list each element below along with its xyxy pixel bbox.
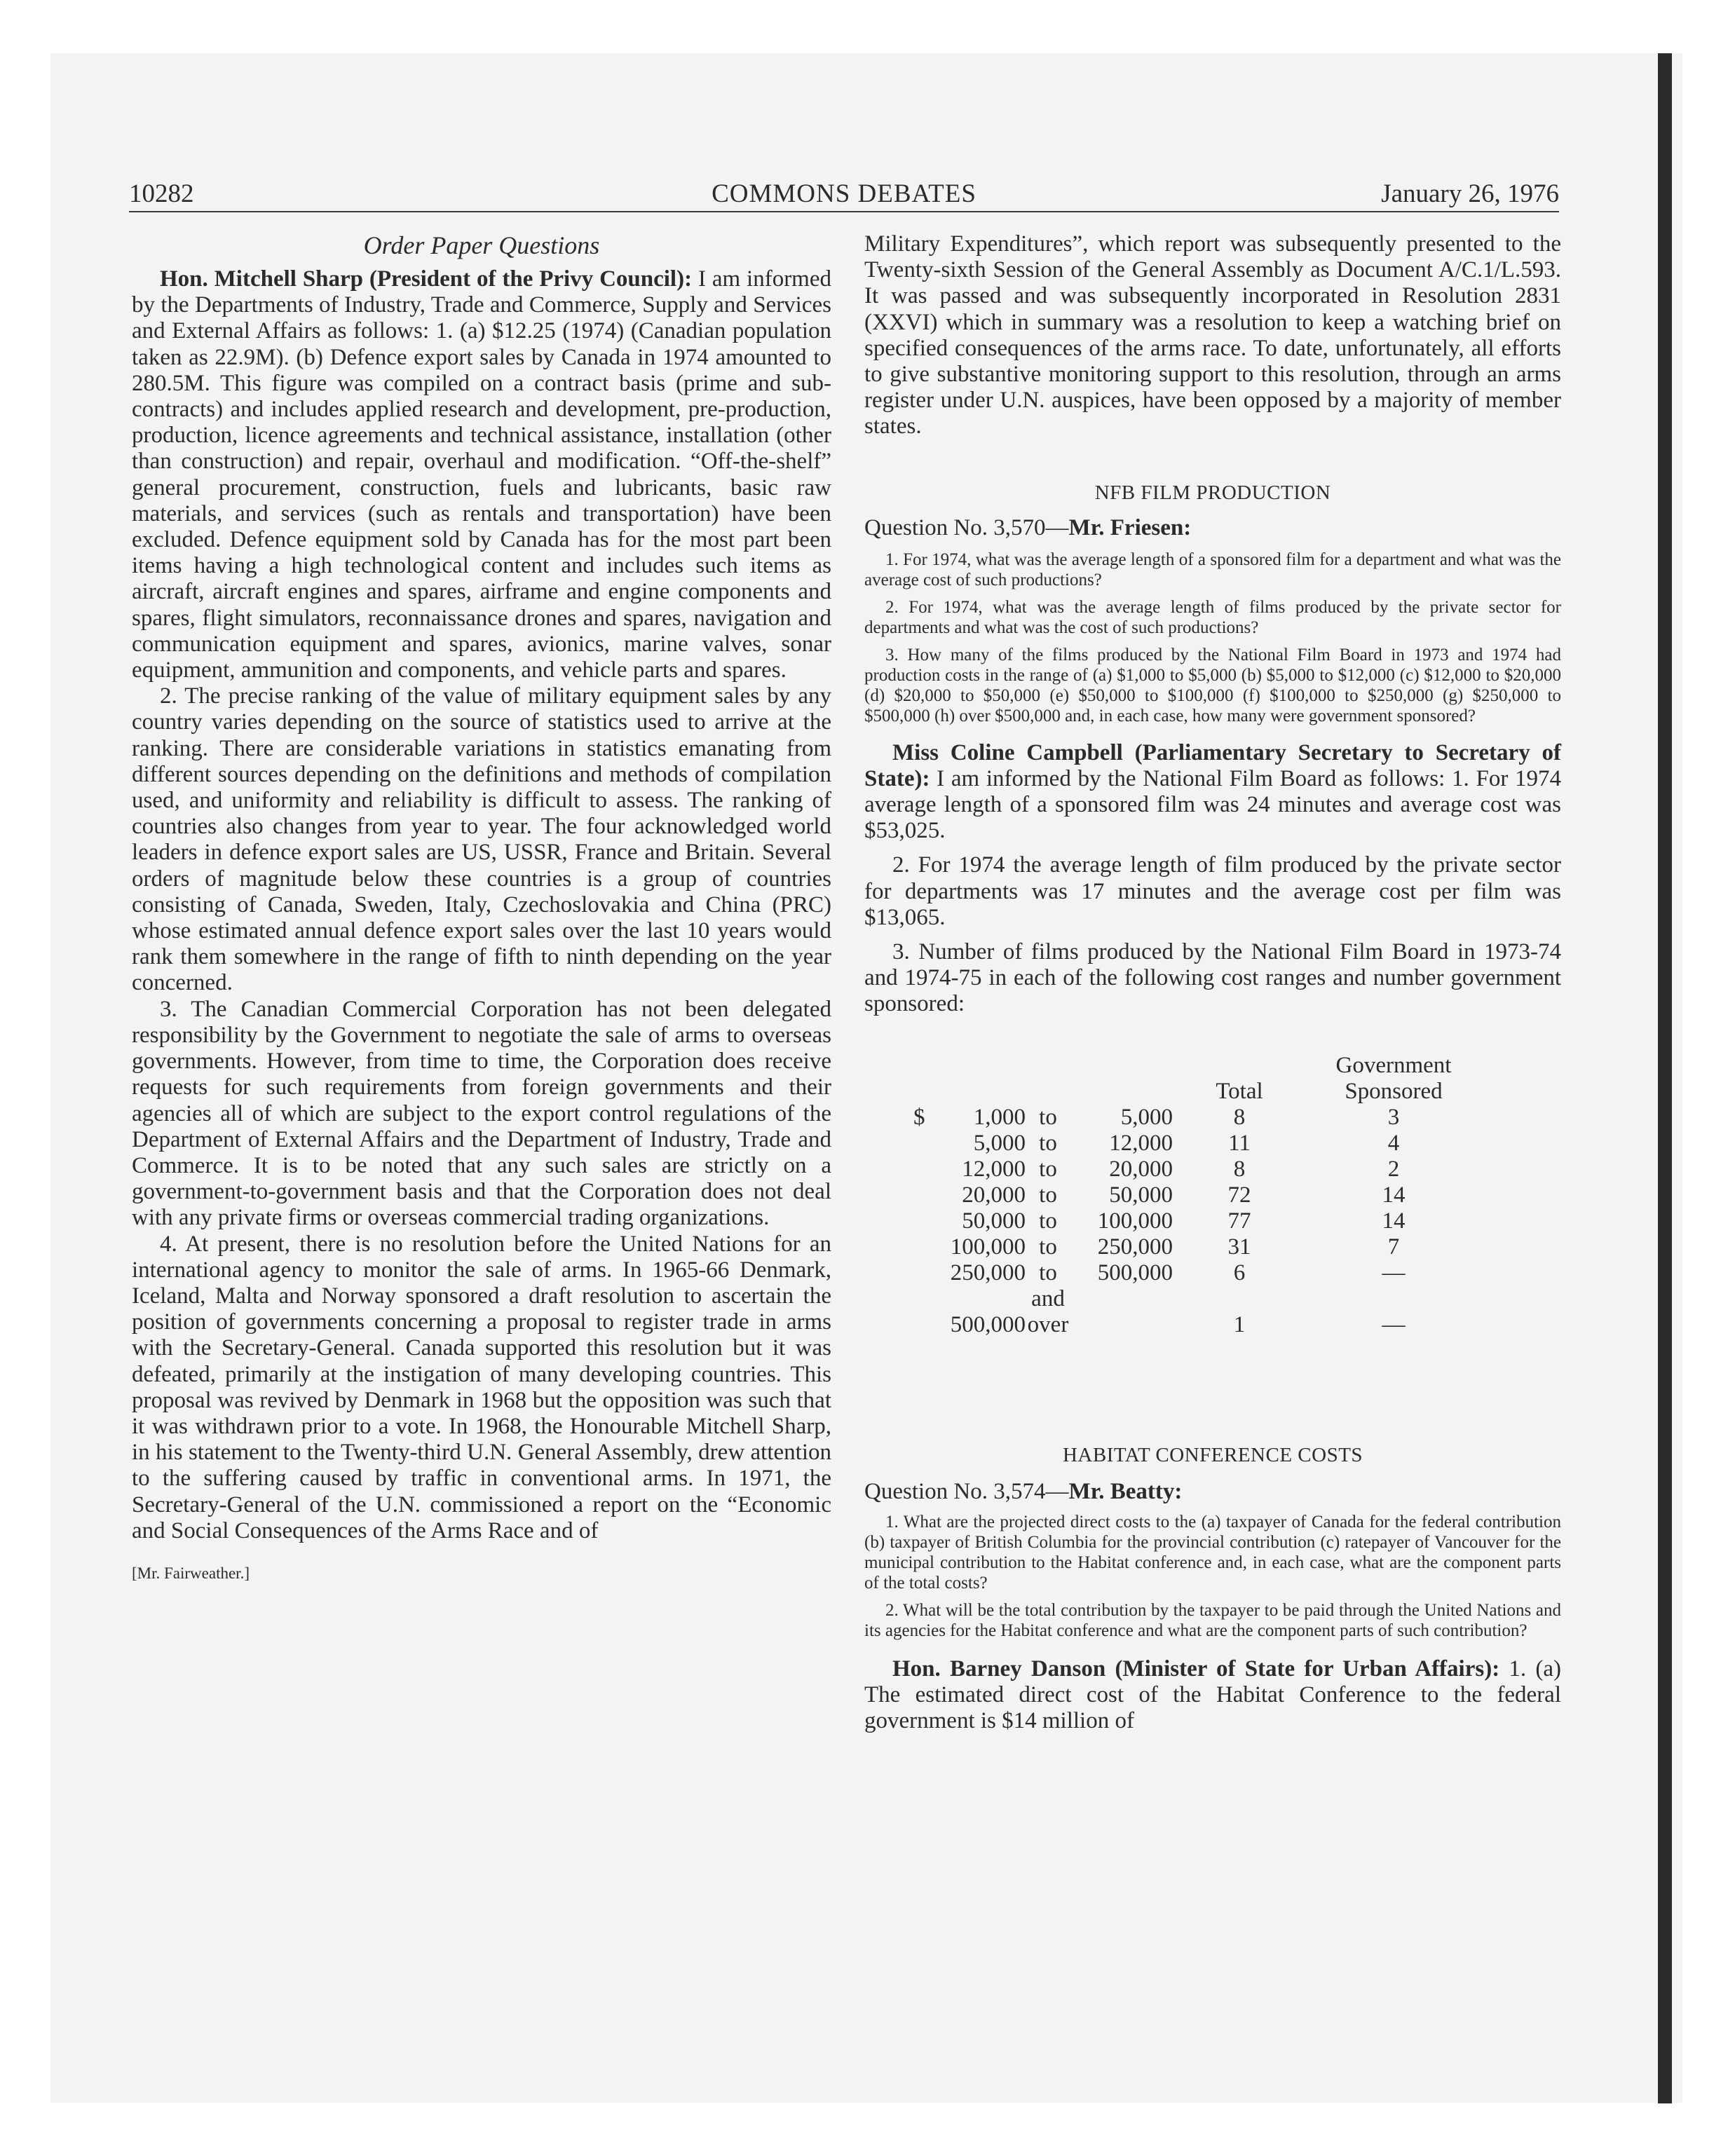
cell-total: 1: [1233, 1311, 1246, 1337]
cell-range-from: 500,000: [950, 1311, 1026, 1337]
answer-sharp-p1-text: I am informed by the Departments of Industry, Trade and Commerce, Supply and Services and External Affairs as follows: 1. (a) $12.25 (1974) (Canadian population taken as 22.9M). (b) Defence export sales by Canada in 1974 amounted to 280.5M. This figure was compiled on a contract basis (prime and sub-contracts) and includes applied research and development, pre-production, production, licence agreements and technical assistance, installation (other than construction) and repair, overhaul and modification. “Off-the-shelf” general procurement, construction, fuels and lubricants, basic raw materials, and services (such as rentals and transportation) have been excluded. Defence equipment sold by Canada has for the most part been items having a high technological content and includes such items as aircraft, aircraft engines and spares, airframe and engine components and spares, flight simulators, reconnaissance drones and spares, navigation and communication equipment and spares, avionics, marine valves, sonar equipment, ammunition and components, and vehicle parts and spares.: [132, 266, 831, 683]
cell-total: 31: [1227, 1234, 1251, 1260]
cell-range-to: to: [1039, 1130, 1057, 1156]
section-title-order-paper: Order Paper Questions: [363, 231, 600, 259]
answer-sharp-p3: 3. The Canadian Commercial Corporation has not been delegated responsibility by the Government to negotiate the sale of arms to overseas governments. However, from time to time, the Corporation does receive requests for such requirements from foreign governments and their agencies all of which are subject to the export control regulations of the Department of External Affairs and the Department of Industry, Trade and Commerce. It is to be noted that any such sales are strictly on a government-to-government basis and that the Corporation does not deal with any private firms or overseas commercial trading organizations.: [132, 996, 831, 1231]
cell-government-sponsored: 4: [1387, 1130, 1400, 1156]
cell-dollar-sign: [913, 1260, 934, 1286]
answer-campbell-p1: [864, 740, 1561, 845]
cell-total: 72: [1227, 1182, 1251, 1208]
table-row: [913, 1286, 1481, 1338]
header-rule: [129, 211, 1559, 212]
nfb-question-2: 2. For 1974, what was the average length of films produced by the private sector for departments and what was the cost of such productions?: [864, 597, 1561, 637]
table-row: [913, 1105, 1481, 1131]
question-number-nfb: Question No. 3,570—: [864, 514, 1069, 540]
cell-range-from: 1,000: [973, 1104, 1026, 1130]
answer-sharp-p4: 4. At present, there is no resolution before the United Nations for an international agency to monitor the sale of arms. In 1965-66 Denmark, Iceland, Malta and Norway sponsored a draft resolution to ascertain the position of governments concerning a proposal to register trade in arms with the Secretary-General. Canada supported this resolution but it was defeated, primarily at the instigation of many developing countries. This proposal was revived by Denmark in 1968 but the opposition was such that it was withdrawn prior to a vote. In 1968, the Honourable Mitchell Sharp, in his statement to the Twenty-third U.N. General Assembly, drew attention to the suffering caused by traffic in conventional arms. In 1971, the Secretary-General of the U.N. commissioned a report on the “Economic and Social Consequences of the Arms Race and of: [132, 1231, 831, 1543]
cell-range-from: 12,000: [962, 1156, 1026, 1182]
cell-government-sponsored: 14: [1382, 1208, 1406, 1234]
cell-range-upper: 20,000: [1109, 1156, 1173, 1182]
cell-range-from: 50,000: [962, 1208, 1026, 1234]
cell-range-to: to: [1039, 1104, 1057, 1130]
right-column: [864, 231, 1561, 1734]
speaker-danson: Hon. Barney Danson (Minister of State for Urban Affairs):: [892, 1656, 1500, 1681]
cell-dollar-sign: [913, 1234, 934, 1260]
cell-range-to: to: [1039, 1260, 1057, 1285]
cell-total: 77: [1227, 1208, 1251, 1234]
cell-dollar-sign: [913, 1182, 934, 1208]
page-date: January 26, 1976: [1381, 179, 1559, 208]
cell-dollar-sign: $: [913, 1104, 925, 1130]
cell-government-sponsored: —: [1382, 1311, 1406, 1337]
answer-sharp-p1: [132, 266, 831, 683]
nfb-cost-table: [913, 1053, 1481, 1338]
cell-range-upper: 5,000: [1120, 1104, 1173, 1130]
table-row: [913, 1182, 1481, 1208]
answer-campbell-p3: 3. Number of films produced by the National Film Board in 1973-74 and 1974-75 in each of the following cost ranges and number government sponsored:: [864, 939, 1561, 1017]
answer-danson-p1-text: 1. (a) The estimated direct cost of the Habitat Conference to the federal government is $14 million of: [864, 1656, 1561, 1734]
header-total: Total: [1216, 1078, 1263, 1104]
question-member-nfb: Mr. Friesen:: [1068, 514, 1192, 540]
nfb-question-1: 1. For 1974, what was the average length of a sponsored film for a department and what was the average cost of such productions?: [864, 550, 1561, 589]
table-row: [913, 1131, 1481, 1157]
cell-dollar-sign: [913, 1286, 934, 1338]
cell-range-to: to: [1039, 1234, 1057, 1260]
table-header-row-2: [913, 1079, 1481, 1105]
page-number: 10282: [129, 179, 194, 208]
question-member-habitat: Mr. Beatty:: [1068, 1478, 1183, 1504]
habitat-question-1: 1. What are the projected direct costs to the (a) taxpayer of Canada for the federal contribution (b) taxpayer of British Columbia for the provincial contribution (c) ratepayer of Vancouver for the municipal contribution to the Habitat conference and, in each case, what are the component parts of the total costs?: [864, 1512, 1561, 1592]
cell-range-to: to: [1039, 1182, 1057, 1208]
answer-campbell-p2: 2. For 1974 the average length of film produced by the private sector for departments was 17 minutes and the average cost per film was $13,065.: [864, 852, 1561, 930]
cell-dollar-sign: [913, 1208, 934, 1234]
section-title-nfb: NFB FILM PRODUCTION: [1094, 481, 1331, 504]
cell-dollar-sign: [913, 1157, 934, 1182]
cell-range-upper: 250,000: [1097, 1234, 1173, 1260]
table-header-row-1: [913, 1053, 1481, 1079]
header-sponsored: Sponsored: [1345, 1078, 1443, 1104]
cell-government-sponsored: 14: [1382, 1182, 1406, 1208]
speaker-sharp: Hon. Mitchell Sharp (President of the Privy Council):: [160, 266, 693, 292]
table-row: [913, 1234, 1481, 1260]
cell-range-to: to: [1039, 1156, 1057, 1182]
table-row: [913, 1208, 1481, 1234]
publication-title: COMMONS DEBATES: [712, 179, 977, 208]
cell-total: 11: [1228, 1130, 1251, 1156]
habitat-question-2: 2. What will be the total contribution by the taxpayer to be paid through the United Nations and its agencies for the Habitat conference and what are the component parts of such contribution?: [864, 1600, 1561, 1640]
cell-government-sponsored: 7: [1387, 1234, 1400, 1260]
table-row: [913, 1157, 1481, 1182]
question-number-habitat: Question No. 3,574—: [864, 1478, 1069, 1504]
cell-range-from: 5,000: [973, 1130, 1026, 1156]
section-title-habitat: HABITAT CONFERENCE COSTS: [1062, 1443, 1363, 1466]
cell-range-upper: 500,000: [1097, 1260, 1173, 1285]
question-line-habitat: [864, 1478, 1561, 1505]
question-line-nfb: [864, 514, 1561, 541]
cell-range-upper: 50,000: [1109, 1182, 1173, 1208]
speaker-campbell: Miss Coline Campbell (Parliamentary Secretary to Secretary of State):: [864, 739, 1561, 791]
header-government: Government: [1335, 1052, 1452, 1078]
answer-campbell-p1-text: I am informed by the National Film Board as follows: 1. For 1974 average length of a sponsored film was 24 minutes and average cost was $53,025.: [864, 765, 1562, 844]
answer-sharp-p2: 2. The precise ranking of the value of military equipment sales by any country varies depending on the source of statistics used to arrive at the ranking. There are considerable variations in statistics emanating from different sources depending on the definitions and methods of compilation used, and uniformity and reliability is difficult to assess. The ranking of countries also changes from year to year. The four acknowledged world leaders in defence export sales are US, USSR, France and Britain. Several orders of magnitude below these countries is a group of countries consisting of Canada, Sweden, Italy, Czechoslovakia and China (PRC) whose estimated annual defence export sales over the last 10 years would rank them somewhere in the range of fifth to ninth depending on the year concerned.: [132, 683, 831, 996]
cell-total: 8: [1233, 1104, 1246, 1130]
answer-danson-p1: [864, 1656, 1561, 1735]
cell-government-sponsored: 2: [1387, 1156, 1400, 1182]
cell-total: 6: [1233, 1260, 1246, 1285]
cell-range-from: 20,000: [962, 1182, 1026, 1208]
page-header: [129, 178, 1559, 210]
cell-total: 8: [1233, 1156, 1246, 1182]
cell-dollar-sign: [913, 1131, 934, 1157]
cell-range-upper: [1070, 1286, 1173, 1338]
scan-edge-bar: [1658, 53, 1672, 2103]
cell-range-upper: 12,000: [1109, 1130, 1173, 1156]
table-row: [913, 1260, 1481, 1286]
nfb-question-3: 3. How many of the films produced by the National Film Board in 1973 and 1974 had production costs in the range of (a) $1,000 to $5,000 (b) $5,000 to $12,000 (c) $12,000 to $20,000 (d) $20,000 to $50,000 (e) $50,000 to $100,000 (f) $100,000 to $250,000 (g) $250,000 to $500,000 (h) over $500,000 and, in each case, how many were government sponsored?: [864, 645, 1561, 725]
left-column: [132, 231, 831, 1583]
continuation-paragraph: Military Expenditures”, which report was subsequently presented to the Twenty-sixth Session of the General Assembly as Document A/C.1/L.593. It was passed and was subsequently incorporated in Resolution 2831 (XXVI) which in summary was a resolution to keep a watching brief on specified consequences of the arms race. To date, unfortunately, all efforts to give substantive monitoring support to this resolution, through an arms register under U.N. auspices, have been opposed by a majority of member states.: [864, 231, 1561, 439]
cell-range-upper: 100,000: [1097, 1208, 1173, 1234]
cell-government-sponsored: —: [1382, 1260, 1406, 1285]
cell-range-from: 250,000: [950, 1260, 1026, 1285]
cell-range-from: 100,000: [950, 1234, 1026, 1260]
cell-range-to: to: [1039, 1208, 1057, 1234]
footnote-speaker: [Mr. Fairweather.]: [132, 1564, 250, 1582]
cell-range-to: and over: [1027, 1285, 1069, 1337]
cell-government-sponsored: 3: [1387, 1104, 1400, 1130]
